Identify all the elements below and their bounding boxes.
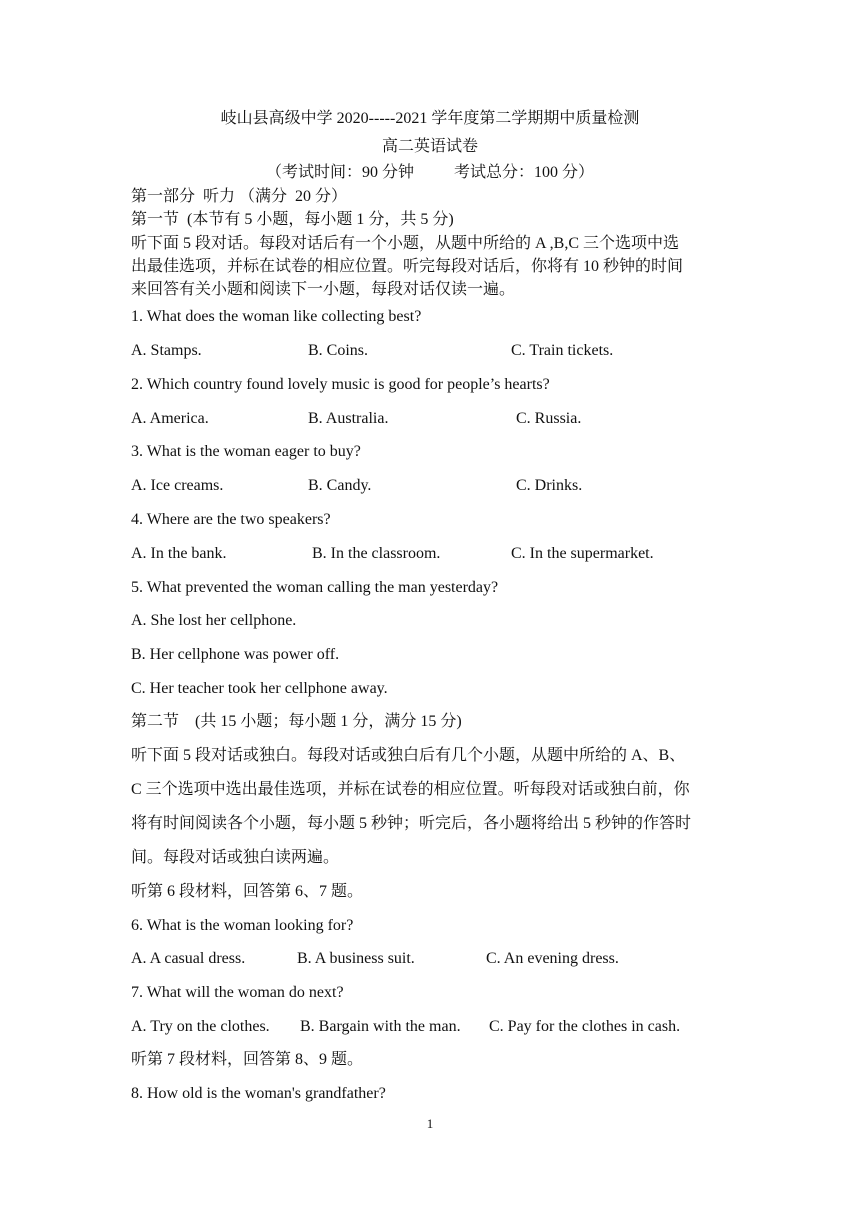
question-6-stem: 6. What is the woman looking for? xyxy=(131,917,354,934)
question-1-option-b: B. Coins. xyxy=(308,342,369,359)
question-1-stem: 1. What does the woman like collecting best? xyxy=(131,308,422,325)
question-6-option-c: C. An evening dress. xyxy=(486,950,619,967)
question-3-stem: 3. What is the woman eager to buy? xyxy=(131,443,361,460)
section2-instruction-line: 将有时间阅读各个小题，每小题 5 秒钟；听完后，各小题将给出 5 秒钟的作答时 xyxy=(131,815,692,832)
exam-info: （考试时间：90 分钟 考试总分：100 分） xyxy=(265,164,594,181)
question-5-option-b: B. Her cellphone was power off. xyxy=(131,646,340,663)
section2-instruction-line: C 三个选项中选出最佳选项，并标在试卷的相应位置。听每段对话或独白前，你 xyxy=(131,781,690,798)
question-5-option-c: C. Her teacher took her cellphone away. xyxy=(131,680,388,697)
section1-instruction-line: 来回答有关小题和阅读下一小题，每段对话仅读一遍。 xyxy=(131,281,516,298)
material-6-label: 听第 6 段材料，回答第 6、7 题。 xyxy=(131,883,364,900)
section1-instruction-line: 出最佳选项，并标在试卷的相应位置。听完每段对话后，你将有 10 秒钟的时间 xyxy=(131,258,684,275)
material-7-label: 听第 7 段材料，回答第 8、9 题。 xyxy=(131,1051,364,1068)
question-2-option-c: C. Russia. xyxy=(516,410,582,427)
question-4-option-a: A. In the bank. xyxy=(131,545,227,562)
question-2-option-a: A. America. xyxy=(131,410,209,427)
question-6-option-a: A. A casual dress. xyxy=(131,950,246,967)
question-4-option-b: B. In the classroom. xyxy=(312,545,441,562)
part1-heading: 第一部分 听力 （满分 20 分） xyxy=(131,188,348,205)
question-3-option-b: B. Candy. xyxy=(308,477,372,494)
question-1-option-a: A. Stamps. xyxy=(131,342,202,359)
question-5-stem: 5. What prevented the woman calling the man yesterday? xyxy=(131,579,499,596)
question-4-stem: 4. Where are the two speakers? xyxy=(131,511,331,528)
question-3-option-a: A. Ice creams. xyxy=(131,477,224,494)
section2-heading: 第二节 (共 15 小题；每小题 1 分，满分 15 分) xyxy=(131,713,462,730)
question-7-stem: 7. What will the woman do next? xyxy=(131,984,344,1001)
question-2-stem: 2. Which country found lovely music is good for people’s hearts? xyxy=(131,376,550,393)
section1-instruction-line: 听下面 5 段对话。每段对话后有一个小题，从题中所给的 A ,B,C 三个选项中选 xyxy=(131,235,680,252)
question-5-option-a: A. She lost her cellphone. xyxy=(131,612,297,629)
question-2-option-b: B. Australia. xyxy=(308,410,389,427)
question-7-option-c: C. Pay for the clothes in cash. xyxy=(489,1018,681,1035)
question-6-option-b: B. A business suit. xyxy=(297,950,415,967)
question-1-option-c: C. Train tickets. xyxy=(511,342,614,359)
section1-heading: 第一节 (本节有 5 小题，每小题 1 分，共 5 分) xyxy=(131,211,454,228)
question-8-stem: 8. How old is the woman's grandfather? xyxy=(131,1085,386,1102)
section2-instruction-line: 间。每段对话或独白读两遍。 xyxy=(131,849,340,866)
exam-title: 岐山县高级中学 2020-----2021 学年度第二学期期中质量检测 xyxy=(220,110,640,127)
page-number: 1 xyxy=(426,1116,434,1131)
question-4-option-c: C. In the supermarket. xyxy=(511,545,654,562)
question-7-option-a: A. Try on the clothes. xyxy=(131,1018,270,1035)
exam-subtitle: 高二英语试卷 xyxy=(381,138,478,155)
question-3-option-c: C. Drinks. xyxy=(516,477,583,494)
question-7-option-b: B. Bargain with the man. xyxy=(300,1018,461,1035)
section2-instruction-line: 听下面 5 段对话或独白。每段对话或独白后有几个小题，从题中所给的 A、B、 xyxy=(131,747,686,764)
